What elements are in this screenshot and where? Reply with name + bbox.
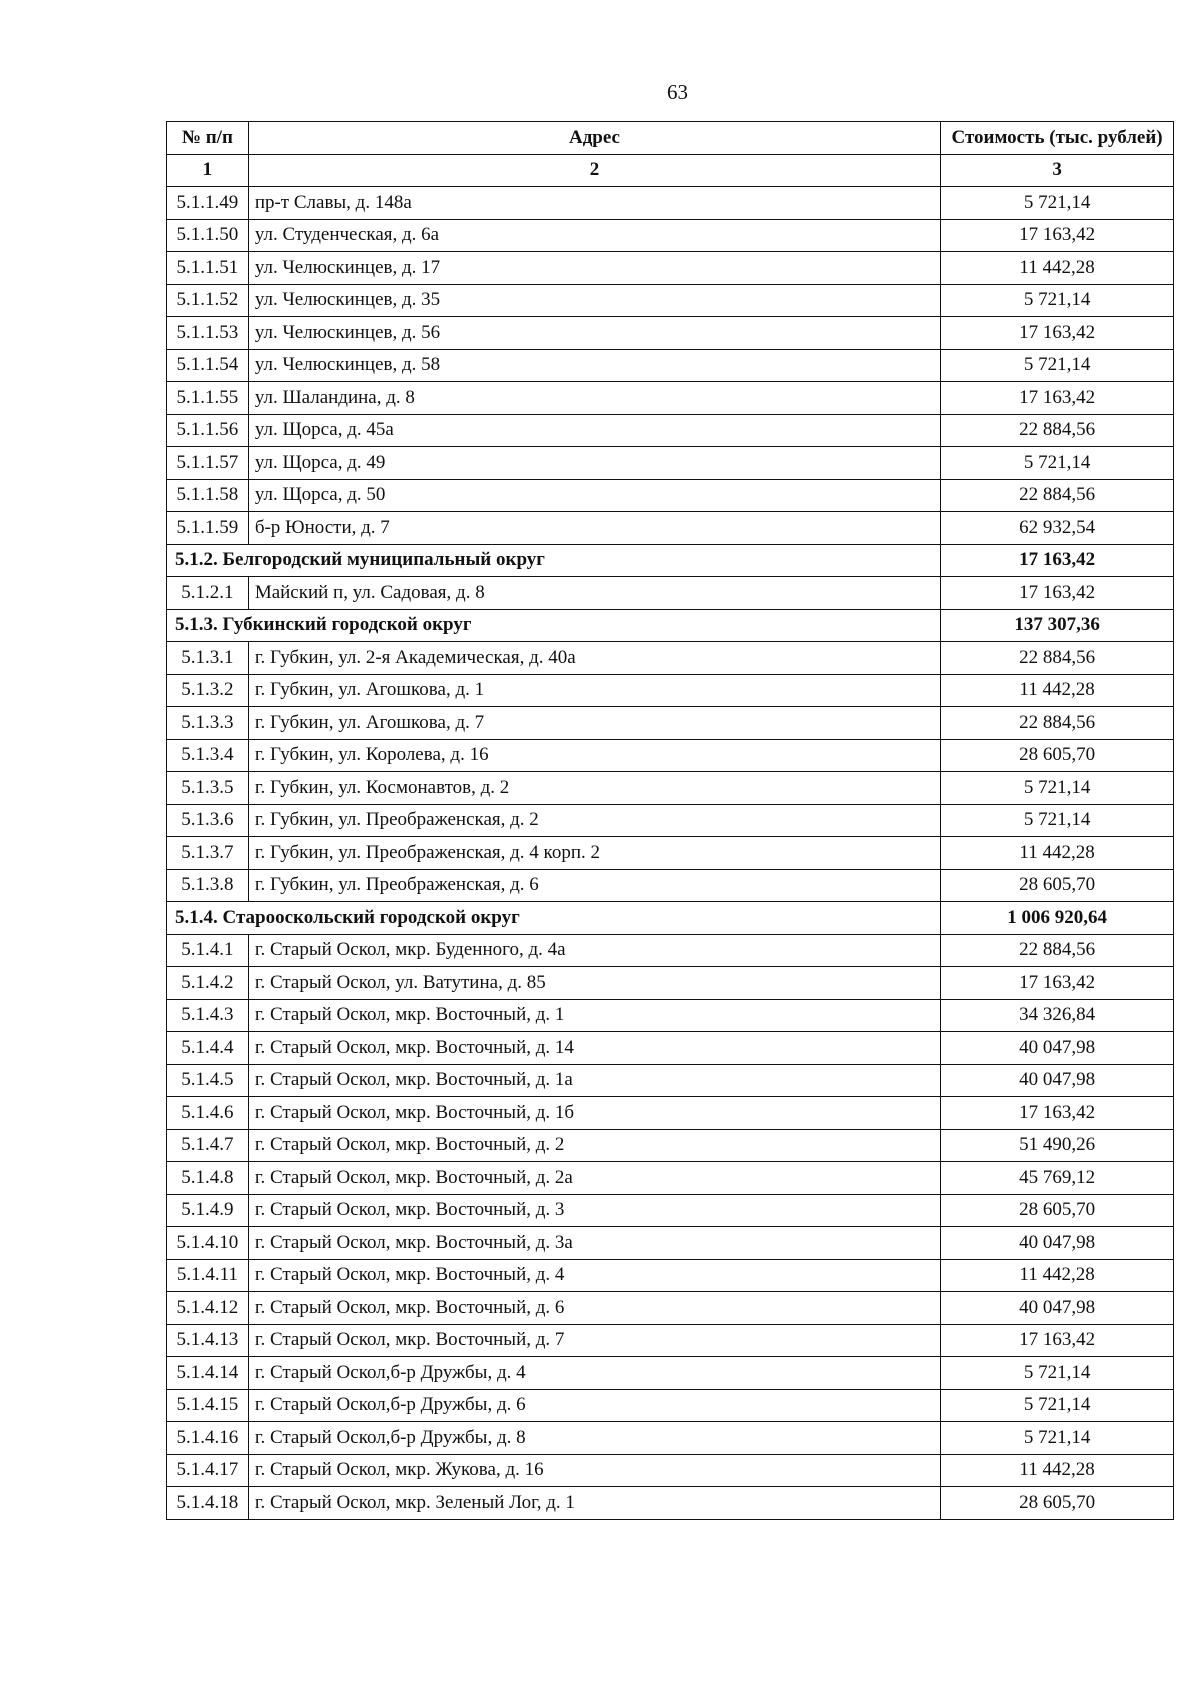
row-number: 5.1.1.57 [167,447,249,480]
row-number: 5.1.3.5 [167,772,249,805]
row-number: 5.1.4.18 [167,1487,249,1520]
row-number: 5.1.1.56 [167,414,249,447]
row-number: 5.1.1.51 [167,252,249,285]
row-address: г. Губкин, ул. Преображенская, д. 2 [248,804,940,837]
row-number: 5.1.4.4 [167,1032,249,1065]
row-address: ул. Шаландина, д. 8 [248,382,940,415]
row-cost: 17 163,42 [941,382,1174,415]
row-address: г. Старый Оскол, мкр. Восточный, д. 6 [248,1292,940,1325]
table-row [167,1227,1174,1260]
table-row [167,934,1174,967]
table-row [167,1194,1174,1227]
row-cost: 22 884,56 [941,934,1174,967]
row-cost: 40 047,98 [941,1064,1174,1097]
table-body [167,187,1174,1520]
row-number: 5.1.4.6 [167,1097,249,1130]
group-row [167,609,1174,642]
row-cost: 28 605,70 [941,1487,1174,1520]
row-cost: 5 721,14 [941,1422,1174,1455]
row-address: ул. Челюскинцев, д. 56 [248,317,940,350]
row-cost: 5 721,14 [941,772,1174,805]
row-number: 5.1.4.9 [167,1194,249,1227]
table-row [167,317,1174,350]
row-address: г. Старый Оскол, мкр. Буденного, д. 4а [248,934,940,967]
row-address: пр-т Славы, д. 148а [248,187,940,220]
row-cost: 11 442,28 [941,837,1174,870]
column-index-1: 1 [167,154,249,187]
table-row [167,837,1174,870]
table-row [167,1324,1174,1357]
row-cost: 28 605,70 [941,869,1174,902]
row-number: 5.1.1.53 [167,317,249,350]
table-row [167,382,1174,415]
row-cost: 17 163,42 [941,967,1174,1000]
row-address: г. Губкин, ул. Преображенская, д. 6 [248,869,940,902]
row-cost: 51 490,26 [941,1129,1174,1162]
row-cost: 45 769,12 [941,1162,1174,1195]
row-cost: 17 163,42 [941,577,1174,610]
table-row [167,1292,1174,1325]
row-number: 5.1.2.1 [167,577,249,610]
row-cost: 40 047,98 [941,1227,1174,1260]
group-title: 5.1.2. Белгородский муниципальный округ [167,544,941,577]
table-row [167,999,1174,1032]
row-cost: 62 932,54 [941,512,1174,545]
table-row [167,1454,1174,1487]
table-row [167,252,1174,285]
row-cost: 11 442,28 [941,1259,1174,1292]
row-address: г. Старый Оскол, мкр. Восточный, д. 7 [248,1324,940,1357]
row-number: 5.1.1.59 [167,512,249,545]
table-row [167,479,1174,512]
row-address: г. Старый Оскол,б-р Дружбы, д. 6 [248,1389,940,1422]
table-row [167,1064,1174,1097]
row-number: 5.1.3.1 [167,642,249,675]
table-row [167,1097,1174,1130]
row-address: г. Старый Оскол, мкр. Восточный, д. 3а [248,1227,940,1260]
table-row [167,1389,1174,1422]
group-title: 5.1.4. Старооскольский городской округ [167,902,941,935]
table-row [167,967,1174,1000]
row-address: г. Старый Оскол, мкр. Восточный, д. 3 [248,1194,940,1227]
table-row [167,577,1174,610]
row-address: г. Старый Оскол, мкр. Жукова, д. 16 [248,1454,940,1487]
row-number: 5.1.4.15 [167,1389,249,1422]
row-address: г. Старый Оскол,б-р Дружбы, д. 8 [248,1422,940,1455]
row-number: 5.1.4.14 [167,1357,249,1390]
row-number: 5.1.4.16 [167,1422,249,1455]
row-address: ул. Щорса, д. 45а [248,414,940,447]
row-number: 5.1.4.7 [167,1129,249,1162]
table-row [167,1357,1174,1390]
table-row [167,284,1174,317]
table-row [167,1487,1174,1520]
row-number: 5.1.3.4 [167,739,249,772]
row-number: 5.1.1.58 [167,479,249,512]
header-number: № п/п [167,122,249,155]
row-address: г. Старый Оскол, мкр. Восточный, д. 1б [248,1097,940,1130]
row-address: Майский п, ул. Садовая, д. 8 [248,577,940,610]
row-address: г. Старый Оскол, мкр. Восточный, д. 1а [248,1064,940,1097]
row-address: г. Губкин, ул. Агошкова, д. 1 [248,674,940,707]
row-cost: 28 605,70 [941,1194,1174,1227]
group-total-cost: 137 307,36 [941,609,1174,642]
column-index-2: 2 [248,154,940,187]
row-number: 5.1.4.12 [167,1292,249,1325]
row-address: г. Губкин, ул. Королева, д. 16 [248,739,940,772]
table-row [167,512,1174,545]
row-cost: 17 163,42 [941,1097,1174,1130]
table-row [167,674,1174,707]
table-row [167,642,1174,675]
table-row [167,414,1174,447]
row-number: 5.1.4.8 [167,1162,249,1195]
row-address: г. Губкин, ул. Преображенская, д. 4 корп. 2 [248,837,940,870]
row-number: 5.1.1.49 [167,187,249,220]
row-address: ул. Челюскинцев, д. 35 [248,284,940,317]
table-header-row [167,122,1174,155]
row-cost: 5 721,14 [941,1389,1174,1422]
row-cost: 5 721,14 [941,804,1174,837]
row-number: 5.1.4.3 [167,999,249,1032]
row-cost: 22 884,56 [941,642,1174,675]
row-number: 5.1.3.7 [167,837,249,870]
row-number: 5.1.1.52 [167,284,249,317]
row-cost: 22 884,56 [941,479,1174,512]
row-number: 5.1.3.6 [167,804,249,837]
table-row [167,349,1174,382]
row-address: г. Старый Оскол, мкр. Восточный, д. 14 [248,1032,940,1065]
group-total-cost: 1 006 920,64 [941,902,1174,935]
row-number: 5.1.4.2 [167,967,249,1000]
group-row [167,544,1174,577]
row-address: г. Старый Оскол,б-р Дружбы, д. 4 [248,1357,940,1390]
row-cost: 17 163,42 [941,219,1174,252]
row-number: 5.1.1.54 [167,349,249,382]
row-number: 5.1.4.13 [167,1324,249,1357]
row-cost: 5 721,14 [941,284,1174,317]
table-row [167,869,1174,902]
row-cost: 5 721,14 [941,1357,1174,1390]
row-address: г. Губкин, ул. 2-я Академическая, д. 40а [248,642,940,675]
row-cost: 22 884,56 [941,707,1174,740]
cost-table [166,121,1174,1520]
row-cost: 17 163,42 [941,317,1174,350]
row-address: ул. Челюскинцев, д. 17 [248,252,940,285]
row-address: г. Старый Оскол, мкр. Восточный, д. 4 [248,1259,940,1292]
row-address: г. Губкин, ул. Космонавтов, д. 2 [248,772,940,805]
row-cost: 40 047,98 [941,1032,1174,1065]
row-number: 5.1.3.2 [167,674,249,707]
row-address: ул. Щорса, д. 50 [248,479,940,512]
row-address: г. Губкин, ул. Агошкова, д. 7 [248,707,940,740]
table-row [167,1259,1174,1292]
row-cost: 11 442,28 [941,252,1174,285]
row-cost: 22 884,56 [941,414,1174,447]
table-row [167,1032,1174,1065]
row-cost: 5 721,14 [941,349,1174,382]
row-cost: 34 326,84 [941,999,1174,1032]
group-row [167,902,1174,935]
row-address: г. Старый Оскол, мкр. Восточный, д. 2а [248,1162,940,1195]
header-cost: Стоимость (тыс. рублей) [941,122,1174,155]
table-row [167,187,1174,220]
column-index-3: 3 [941,154,1174,187]
table-row [167,1162,1174,1195]
row-number: 5.1.3.8 [167,869,249,902]
row-address: г. Старый Оскол, мкр. Зеленый Лог, д. 1 [248,1487,940,1520]
row-address: ул. Щорса, д. 49 [248,447,940,480]
row-cost: 11 442,28 [941,674,1174,707]
table-row [167,772,1174,805]
column-index-row [167,154,1174,187]
row-cost: 28 605,70 [941,739,1174,772]
group-total-cost: 17 163,42 [941,544,1174,577]
table-row [167,447,1174,480]
row-number: 5.1.1.55 [167,382,249,415]
row-number: 5.1.4.10 [167,1227,249,1260]
row-address: б-р Юности, д. 7 [248,512,940,545]
row-address: ул. Студенческая, д. 6а [248,219,940,252]
page-number: 63 [667,80,688,104]
row-number: 5.1.3.3 [167,707,249,740]
row-cost: 17 163,42 [941,1324,1174,1357]
table-row [167,707,1174,740]
row-number: 5.1.4.11 [167,1259,249,1292]
row-cost: 40 047,98 [941,1292,1174,1325]
row-cost: 11 442,28 [941,1454,1174,1487]
group-title: 5.1.3. Губкинский городской округ [167,609,941,642]
row-number: 5.1.1.50 [167,219,249,252]
table-row [167,1422,1174,1455]
table-row [167,1129,1174,1162]
row-number: 5.1.4.17 [167,1454,249,1487]
header-address: Адрес [248,122,940,155]
table-row [167,804,1174,837]
row-cost: 5 721,14 [941,447,1174,480]
table-row [167,219,1174,252]
row-address: г. Старый Оскол, ул. Ватутина, д. 85 [248,967,940,1000]
table-row [167,739,1174,772]
row-address: ул. Челюскинцев, д. 58 [248,349,940,382]
row-number: 5.1.4.1 [167,934,249,967]
row-address: г. Старый Оскол, мкр. Восточный, д. 1 [248,999,940,1032]
row-cost: 5 721,14 [941,187,1174,220]
row-address: г. Старый Оскол, мкр. Восточный, д. 2 [248,1129,940,1162]
row-number: 5.1.4.5 [167,1064,249,1097]
